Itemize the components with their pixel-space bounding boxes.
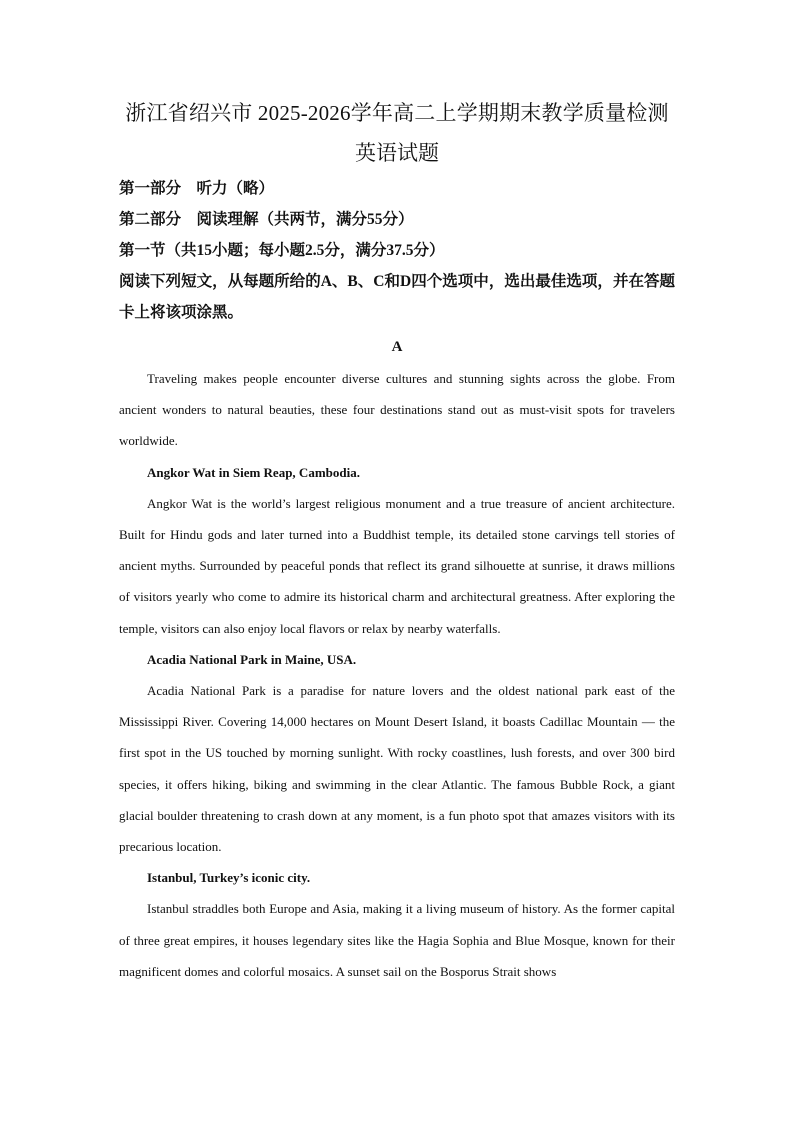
- reading-instruction: 阅读下列短文，从每题所给的A、B、C和D四个选项中，选出最佳选项，并在答题卡上将该项涂黑。: [119, 273, 675, 321]
- destination-text-angkor: Angkor Wat is the world’s largest religious monument and a true treasure of ancient architecture. Built for Hindu gods and later turned into a Buddhist temple, its detailed stone carvings tell stories of ancient myths. Surrounded by peaceful ponds that reflect its grand silhouette at sunrise, it draws millions of visitors yearly who come to admire its historical charm and architectural greatness. After exploring the temple, visitors can also enjoy local flavors or relax by nearby waterfalls.: [119, 495, 675, 636]
- exam-title: 浙江省绍兴市 2025-2026学年高二上学期期末教学质量检测: [125, 101, 669, 125]
- destination-text-acadia: Acadia National Park is a paradise for nature lovers and the oldest national park east of the Mississippi River. Covering 14,000 hectares on Mount Desert Island, it boasts Cadillac Mountain — the first spot in the US touched by morning sunlight. With rocky coastlines, lush forests, and over 300 bird species, it offers hiking, biking and swimming in the clear Atlantic. The famous Bubble Rock, a giant glacial boulder threatening to crash down at any moment, is a fun photo spot that amazes visitors with its precarious location.: [119, 683, 675, 855]
- section-one-heading: 第一节（共15小题；每小题2.5分，满分37.5分）: [119, 242, 445, 259]
- passage-label: A: [391, 339, 403, 355]
- part-one-heading: 第一部分 听力（略）: [119, 180, 275, 197]
- document-page: [119, 98, 675, 987]
- exam-subtitle: 英语试题: [355, 141, 439, 165]
- destination-heading-acadia: Acadia National Park in Maine, USA.: [147, 651, 357, 667]
- destination-text-istanbul: Istanbul straddles both Europe and Asia, making it a living museum of history. As the former capital of three great empires, it houses legendary sites like the Hagia Sophia and Blue Mosque, known for their magnificent domes and colorful mosaics. A sunset sail on the Bosporus Strait shows: [119, 901, 675, 979]
- passage-intro: Traveling makes people encounter diverse cultures and stunning sights across the globe. From ancient wonders to natural beauties, these four destinations stand out as must-visit spots for travelers worldwide.: [119, 371, 675, 449]
- part-two-heading: 第二部分 阅读理解（共两节，满分55分）: [119, 211, 414, 228]
- destination-heading-istanbul: Istanbul, Turkey’s iconic city.: [147, 870, 311, 886]
- destination-heading-angkor: Angkor Wat in Siem Reap, Cambodia.: [147, 464, 360, 480]
